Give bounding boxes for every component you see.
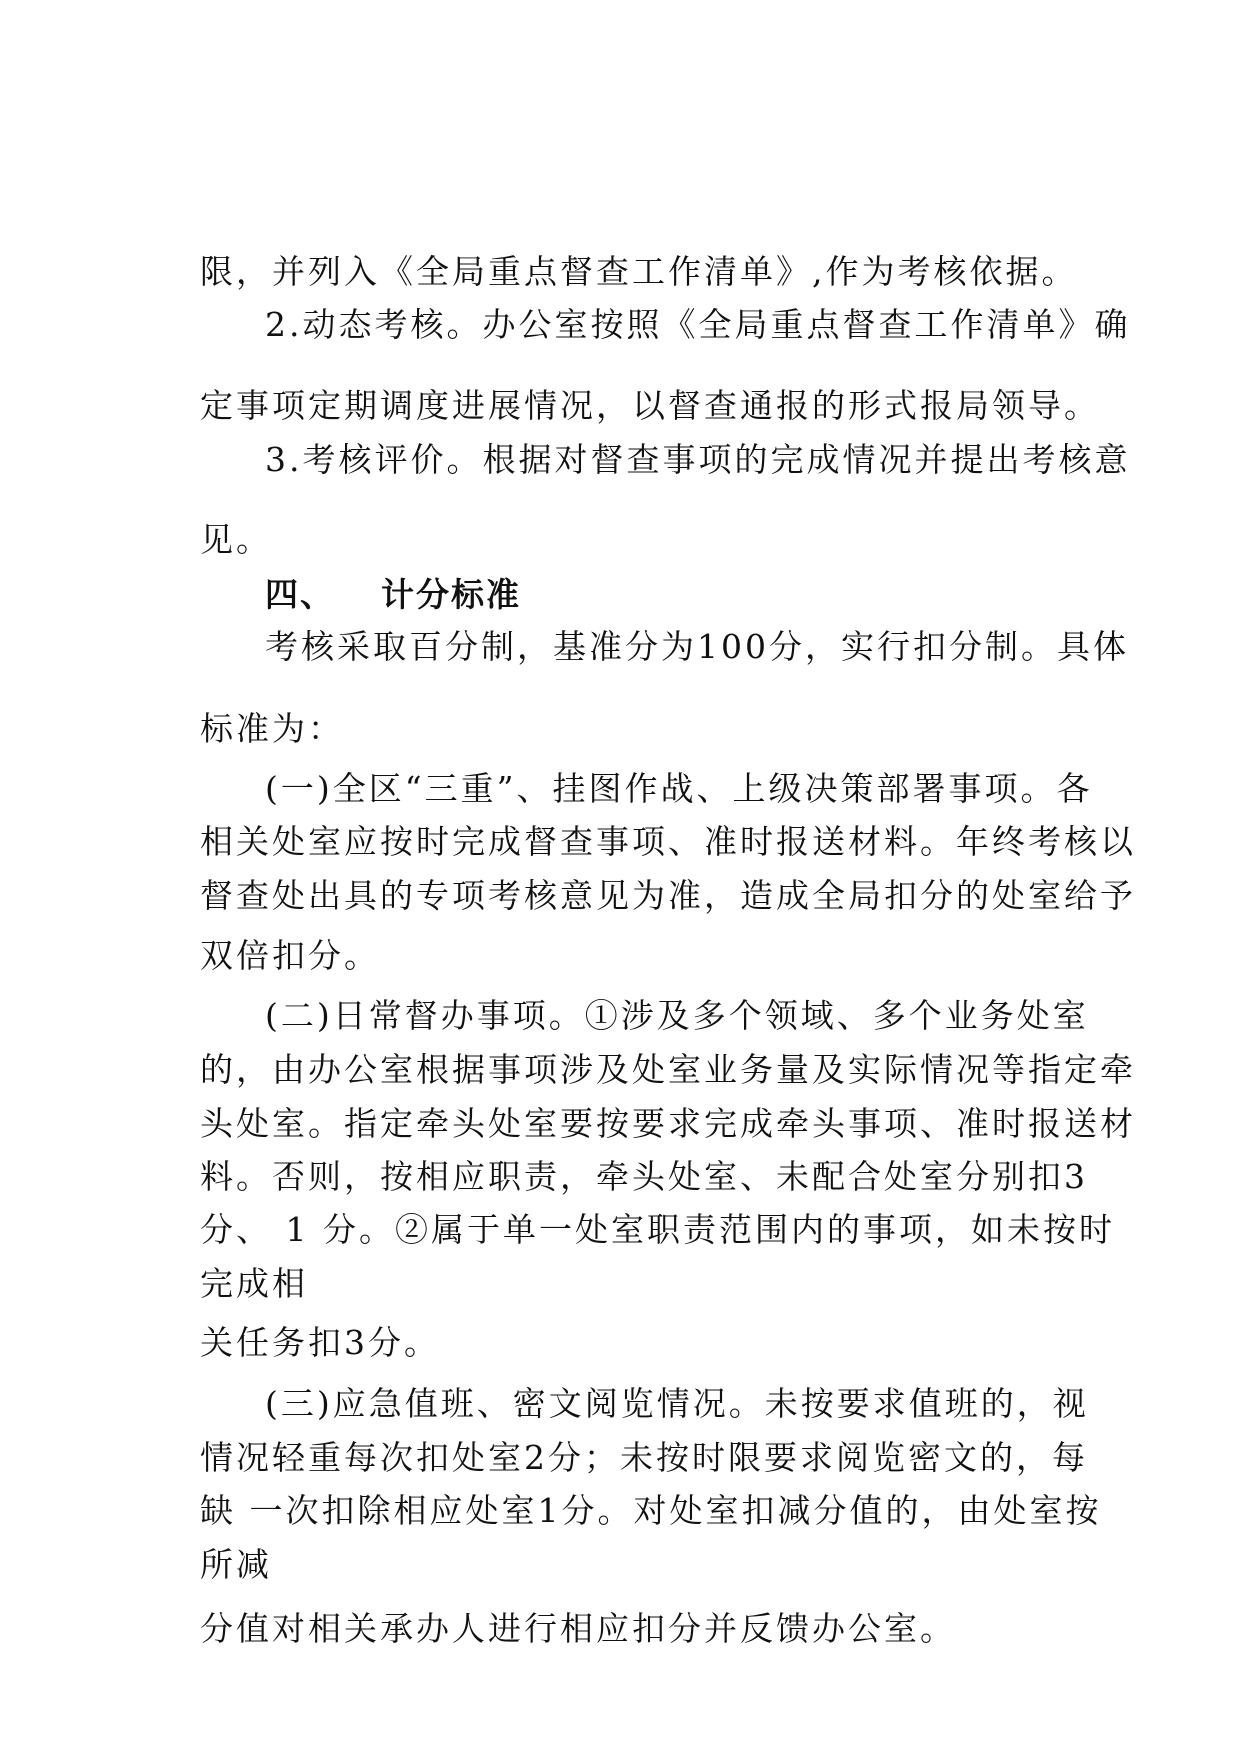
paragraph-line: 关任务扣3分。 <box>200 1323 440 1362</box>
paragraph-line: 分值对相关承办人进行相应扣分并反馈办公室。 <box>200 1609 956 1648</box>
paragraph-line: (一)全区“三重”、挂图作战、上级决策部署事项。各 <box>265 769 1093 808</box>
paragraph-line: 缺 一次扣除相应处室1分。对处室扣减分值的，由处室按 <box>200 1491 1102 1530</box>
paragraph-line: 3.考核评价。根据对督查事项的完成情况并提出考核意 <box>265 440 1131 479</box>
paragraph-line: 考核采取百分制，基准分为100分，实行扣分制。具体 <box>265 627 1129 666</box>
paragraph-line: 分、 1 分。②属于单一处室职责范围内的事项，如未按时 <box>200 1210 1115 1249</box>
section-number: 四、 <box>265 575 335 614</box>
paragraph-line: 料。否则，按相应职责，牵头处室、未配合处室分别扣3 <box>200 1157 1088 1196</box>
paragraph-line: 所减 <box>200 1545 272 1584</box>
section-heading <box>265 575 521 615</box>
paragraph-line: 标准为： <box>200 709 344 748</box>
paragraph-line: 情况轻重每次扣处室2分；未按时限要求阅览密文的，每 <box>200 1438 1088 1477</box>
paragraph-line: 双倍扣分。 <box>200 936 380 975</box>
paragraph-line: 定事项定期调度进展情况，以督查通报的形式报局领导。 <box>200 386 1100 425</box>
paragraph-line: 相关处室应按时完成督查事项、准时报送材料。年终考核以 <box>200 822 1136 861</box>
paragraph-line: 限，并列入《全局重点督查工作清单》,作为考核依据。 <box>200 252 1078 291</box>
paragraph-line: 2.动态考核。办公室按照《全局重点督查工作清单》确 <box>265 305 1131 344</box>
paragraph-line: 头处室。指定牵头处室要按要求完成牵头事项、准时报送材 <box>200 1104 1136 1143</box>
paragraph-line: (三)应急值班、密文阅览情况。未按要求值班的，视 <box>265 1384 1089 1423</box>
paragraph-line: 见。 <box>200 520 272 559</box>
section-title: 计分标准 <box>381 575 521 614</box>
paragraph-line: 督查处出具的专项考核意见为准，造成全局扣分的处室给予 <box>200 876 1136 915</box>
paragraph-line: (二)日常督办事项。①涉及多个领域、多个业务处室 <box>265 996 1089 1035</box>
paragraph-line: 完成相 <box>200 1264 308 1303</box>
paragraph-line: 的，由办公室根据事项涉及处室业务量及实际情况等指定牵 <box>200 1050 1136 1089</box>
